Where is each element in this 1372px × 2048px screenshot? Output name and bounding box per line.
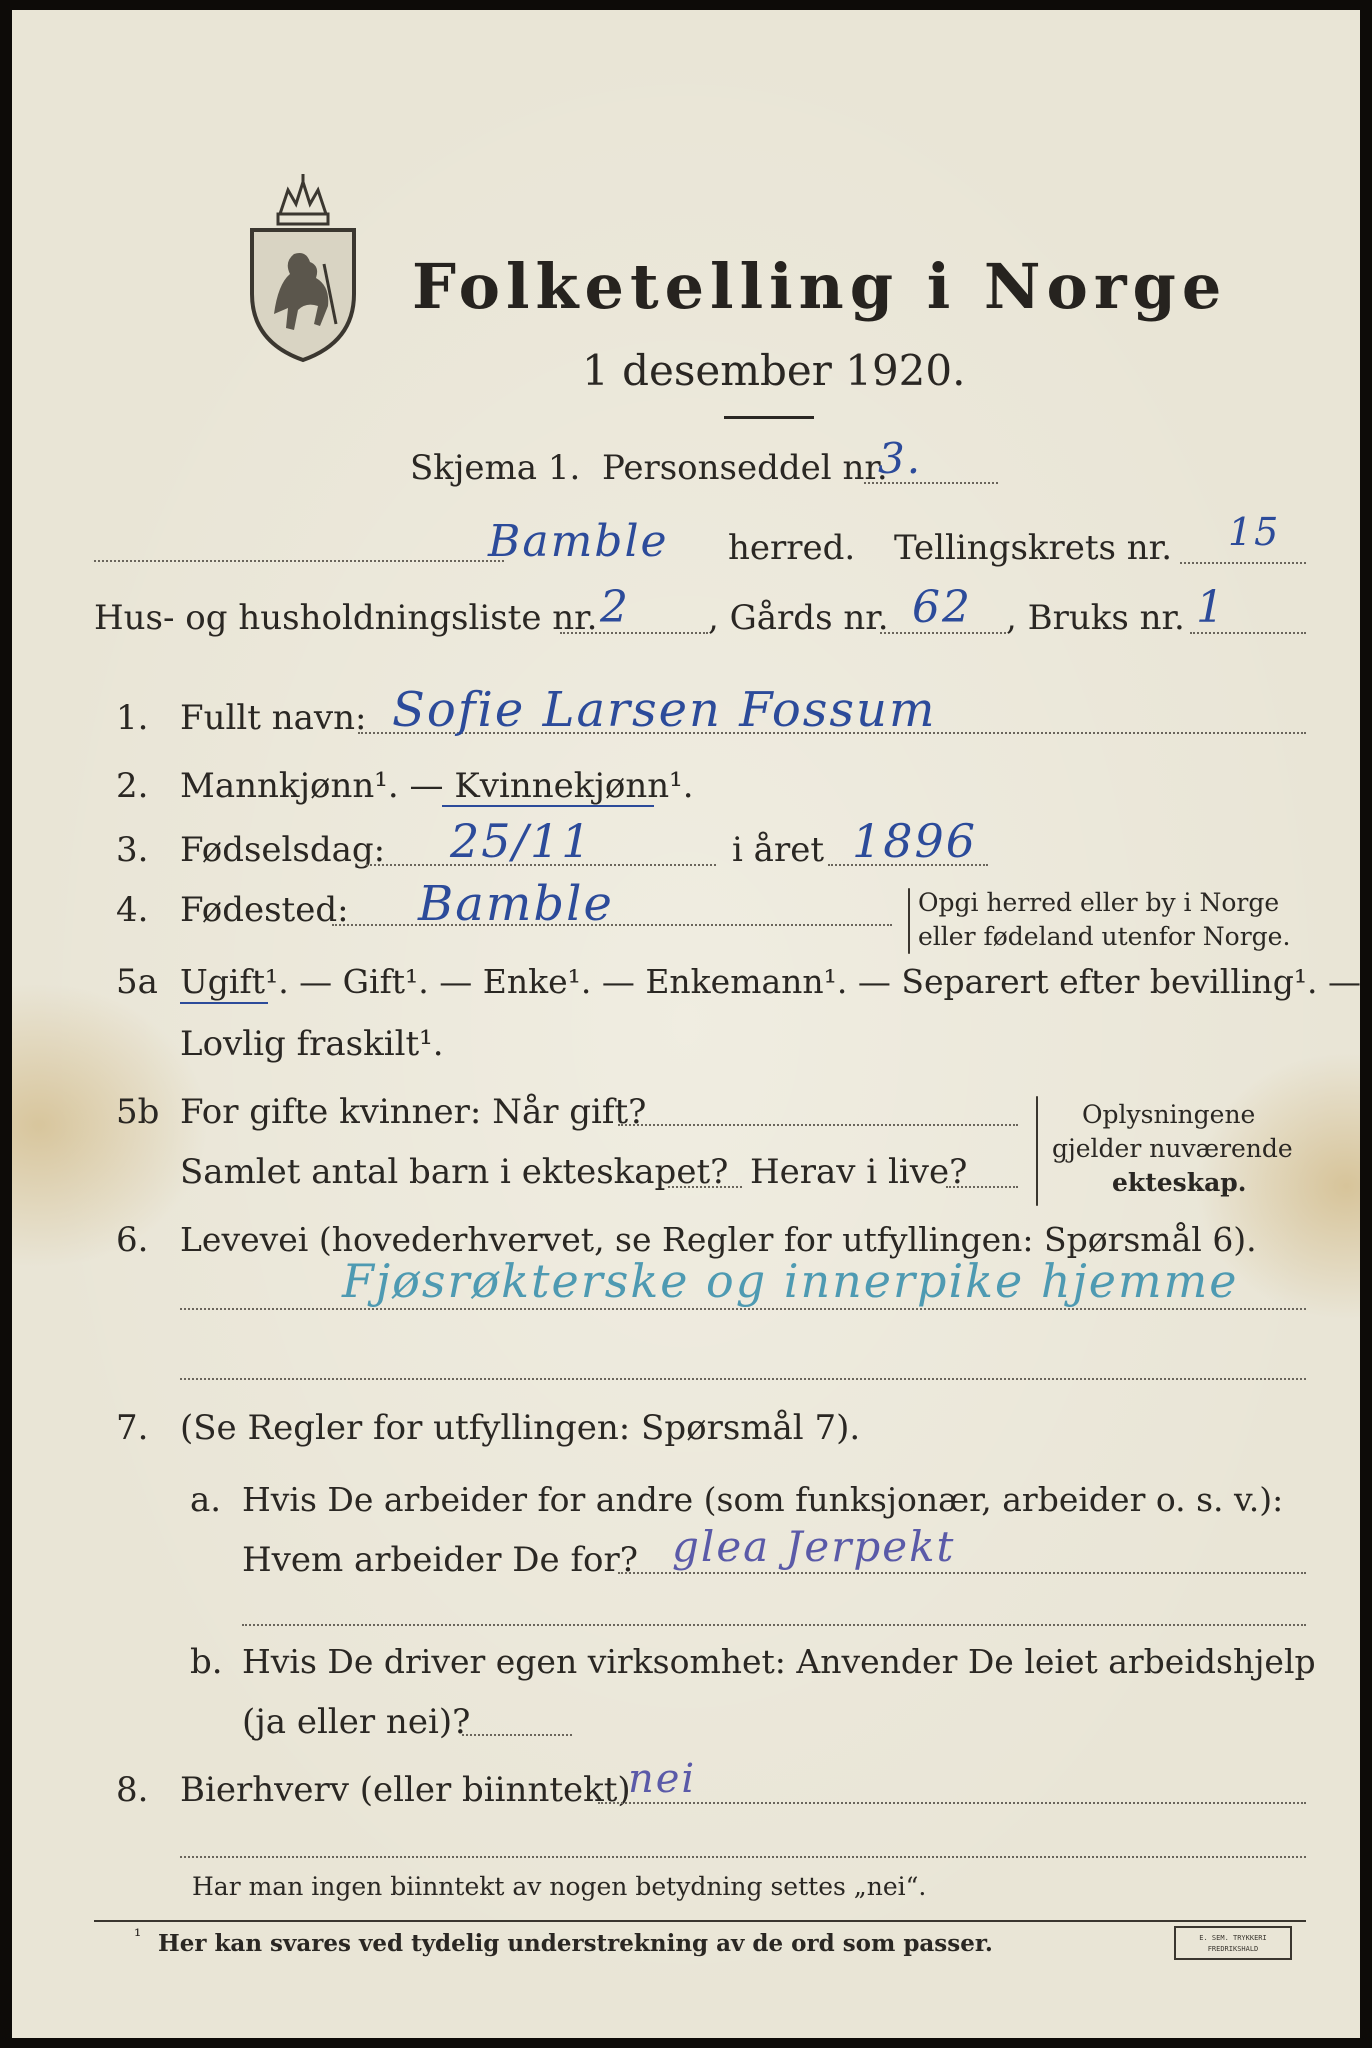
q6-label: Levevei (hovederhvervet, se Regler for utfyllingen: Spørsmål 6).: [180, 1220, 1257, 1259]
footnote-text: Her kan svares ved tydelig understrekning av de ord som passer.: [158, 1930, 993, 1957]
q1-full-name-value: Sofie Larsen Fossum: [392, 682, 937, 738]
q1-number: 1.: [116, 698, 149, 738]
q3-year-value: 1896: [852, 814, 978, 868]
q4-birthplace-value: Bamble: [418, 876, 614, 932]
personseddel-value: 3.: [878, 434, 923, 483]
q6-occupation-value: Fjøsrøkterske og innerpike hjemme: [342, 1254, 1239, 1308]
gards-label: , Gårds nr.: [708, 598, 889, 638]
q7-label: (Se Regler for utfyllingen: Spørsmål 7).: [180, 1408, 861, 1448]
q5b-alive-line: [946, 1186, 1018, 1188]
q5a-line2: Lovlig fraskilt¹.: [180, 1024, 444, 1064]
q5b-married-line: [618, 1124, 1018, 1126]
q4-label: Fødested:: [180, 890, 349, 930]
q7a-letter: a.: [190, 1480, 222, 1520]
herred-value: Bamble: [488, 516, 669, 567]
tellingskrets-label: Tellingskrets nr.: [894, 528, 1173, 568]
census-form-page: [12, 10, 1360, 2038]
q7b-line2: (ja eller nei)?: [242, 1702, 471, 1742]
q5b-note-line2: gjelder nuværende: [1052, 1134, 1293, 1163]
q3-label: Fødselsdag:: [180, 830, 386, 870]
q5a-number: 5a: [116, 962, 158, 1002]
herred-leading-line: [94, 560, 504, 562]
husliste-value: 2: [600, 582, 630, 633]
census-date: 1 desember 1920.: [582, 346, 966, 395]
title-divider: [724, 416, 814, 419]
printer-stamp: [1174, 1926, 1292, 1960]
q5b-alive-label: Herav i live?: [750, 1152, 968, 1192]
q8-label: Bierhverv (eller biinntekt): [180, 1770, 631, 1810]
footnote-marker: ¹: [134, 1926, 142, 1947]
q3-number: 3.: [116, 830, 149, 870]
bruks-label: , Bruks nr.: [1006, 598, 1185, 638]
q7b-line: [462, 1734, 572, 1736]
q7a-line2-extra: [242, 1624, 1306, 1626]
biinntekt-note: Har man ingen biinntekt av nogen betydning settes „nei“.: [192, 1872, 927, 1901]
q4-number: 4.: [116, 890, 149, 930]
q3-birthdate-value: 25/11: [450, 814, 593, 868]
q5b-note-line3: ekteskap.: [1112, 1168, 1247, 1197]
q4-note-line2: eller fødeland utenfor Norge.: [918, 922, 1291, 951]
q5b-line2: Samlet antal barn i ekteskapet?: [180, 1152, 729, 1192]
printer-stamp-text: E. SEM. TRYKKERI FREDRIKSHALD: [1199, 1934, 1267, 1953]
q4-brace: [908, 888, 910, 954]
q7a-line1: Hvis De arbeider for andre (som funksjonær, arbeider o. s. v.):: [242, 1480, 1284, 1519]
q8-sideincome-value: nei: [628, 1756, 697, 1802]
herred-label: herred.: [728, 528, 856, 568]
q3-year-label: i året: [732, 830, 824, 870]
q7a-line: [618, 1572, 1306, 1574]
q1-label: Fullt navn:: [180, 698, 367, 738]
tellingskrets-value: 15: [1228, 510, 1281, 554]
husliste-line: [560, 632, 708, 634]
husliste-label: Hus- og husholdningsliste nr.: [94, 598, 598, 638]
norwegian-coat-of-arms-emblem: [244, 174, 362, 364]
q5b-children-line: [668, 1186, 742, 1188]
q7b-line1: Hvis De driver egen virksomhet: Anvender De leiet arbeidshjelp: [242, 1642, 1316, 1681]
q8-number: 8.: [116, 1770, 149, 1810]
personseddel-label: Personseddel nr.: [602, 448, 888, 488]
q2-label: Mannkjønn¹. — Kvinnekjønn¹.: [180, 766, 694, 806]
q5b-number: 5b: [116, 1092, 160, 1132]
form-title: Folketelling i Norge: [412, 250, 1228, 323]
q8-line: [598, 1802, 1306, 1804]
q7-number: 7.: [116, 1408, 149, 1448]
q5b-note-line1: Oplysningene: [1082, 1100, 1256, 1129]
q8-line2: [180, 1856, 1306, 1858]
q6-number: 6.: [116, 1220, 149, 1260]
q5a-line1: Ugift¹. — Gift¹. — Enke¹. — Enkemann¹. — Separert efter bevilling¹. —: [180, 962, 1362, 1001]
q7a-employer-value: glea Jerpekt: [672, 1522, 956, 1571]
q6-line1: [180, 1308, 1306, 1310]
footnote-divider: [94, 1920, 1306, 1922]
q7b-letter: b.: [190, 1642, 223, 1682]
tellingskrets-line: [1180, 562, 1306, 564]
q4-note-line1: Opgi herred eller by i Norge: [918, 888, 1280, 917]
q5a-underline-mark: [180, 1002, 268, 1004]
q5b-line1: For gifte kvinner: Når gift?: [180, 1092, 647, 1132]
q7a-line2: Hvem arbeider De for?: [242, 1540, 638, 1580]
gards-value: 62: [912, 582, 972, 633]
q6-line2: [180, 1378, 1306, 1380]
bruks-value: 1: [1196, 582, 1226, 633]
q2-underline-mark: [442, 805, 654, 807]
q5b-brace: [1036, 1096, 1038, 1206]
skjema-label: Skjema 1.: [410, 448, 581, 488]
q2-number: 2.: [116, 766, 149, 806]
